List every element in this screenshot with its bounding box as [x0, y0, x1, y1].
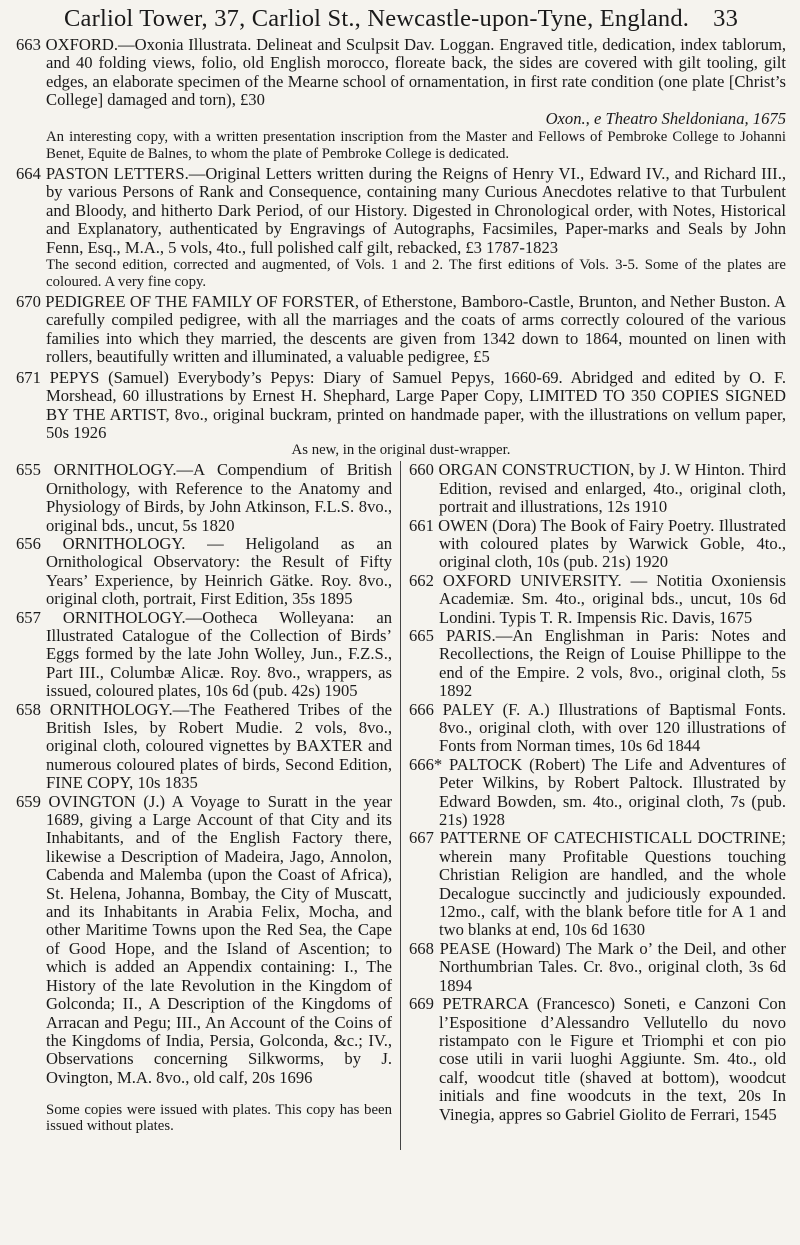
- entry-text: ORNITHOLOGY.—Ootheca Wolleyana: an Illustrated Catalogue of the Collection of Birds’ Eggs formed by the late John Wolley, Jun., F.Z.S., Part III., Columbæ Alicæ. Roy. 8vo., wrappers, as issued, coloured plates, 10s 6d (pub. 42s) 1905: [46, 607, 392, 701]
- lot-number: 666*: [409, 754, 443, 774]
- page-header: [16, 4, 786, 34]
- catalogue-entry-671: [16, 369, 786, 460]
- entry-text: OWEN (Dora) The Book of Fairy Poetry. Illustrated with coloured plates by Warwick Goble, 4to., original cloth, 10s (pub. 21s) 1920: [438, 515, 786, 572]
- catalogue-entry-669: [409, 995, 786, 1124]
- entry-text: PEPYS (Samuel) Everybody’s Pepys: Diary of Samuel Pepys, 1660-69. Abridged and edited by O. F. Morshead, 60 illustrations by Ernest H. Shephard, Large Paper Copy, LIMITED TO 350 COPIES SIGNED BY THE ARTIST, 8vo., original buckram, printed on handmade paper, with the illustrations on vellum paper, 50s 1926: [46, 367, 786, 442]
- lot-number: 666: [409, 699, 434, 719]
- lot-number: 656: [16, 533, 41, 553]
- catalogue-entry-666-star: [409, 756, 786, 830]
- catalogue-entry-656: [16, 535, 392, 609]
- catalogue-entry-666: [409, 701, 786, 756]
- catalogue-entry-658: [16, 701, 392, 793]
- catalogue-entry-667: [409, 829, 786, 939]
- catalogue-entry-659: [16, 793, 392, 1088]
- lot-number: 655: [16, 460, 41, 480]
- right-column: [401, 461, 786, 1149]
- catalogue-entry-657: [16, 609, 392, 701]
- page-number: 33: [713, 5, 739, 32]
- entry-text: OXFORD.—Oxonia Illustrata. Delineat and Sculpsit Dav. Loggan. Engraved title, dedication, index tablorum, and 40 folding views, folio, old English morocco, floreate back, the sides are covered with gilt tooling, gilt edges, an elaborate specimen of the Mearne school of ornamentation, in first rate condition (one plate [Christ’s College] damaged and torn), £30: [45, 35, 786, 110]
- catalogue-entry-662: [409, 572, 786, 627]
- entry-text: ORNITHOLOGY.—The Feathered Tribes of the British Isles, by Robert Mudie. 2 vols, 8vo., original cloth, coloured vignettes by BAXTER and numerous coloured plates of birds, Second Edition, FINE COPY, 10s 1835: [46, 699, 392, 793]
- header-address: Carliol Tower, 37, Carliol St., Newcastle-upon-Tyne, England.: [63, 5, 690, 32]
- catalogue-entry-663: [16, 36, 786, 163]
- lot-number: 661: [409, 515, 434, 535]
- lot-number: 668: [409, 938, 434, 958]
- entry-text: PATTERNE OF CATECHISTICALL DOCTRINE; wherein many Profitable Questions touching Christian Religion are handled, and the whole Decalogue succinctly and judiciously expounded. 12mo., calf, with the blank before title for A 1 and two blanks at end, 10s 6d 1630: [439, 828, 786, 940]
- entry-note: The second edition, corrected and augmented, of Vols. 1 and 2. The first editions of Vols. 3-5. Some of the plates are coloured. A very fine copy.: [46, 257, 786, 291]
- entry-text: PASTON LETTERS.—Original Letters written during the Reigns of Henry VI., Edward IV., and Richard III., by various Persons of Rank and Consequence, containing many Curious Anecdotes relative to that Turbulent and Bloody, and hitherto Dark Period, of our History. Digested in Chronological order, with Notes, Historical and Explanatory, authenticated by Engravings of Autographs, Facsimiles, Paper-marks and Seals by John Fenn, Esq., M.A., 5 vols, 4to., full polished calf gilt, rebacked, £3 1787-1823: [45, 164, 786, 257]
- lot-number: 664: [16, 164, 41, 184]
- entry-note: As new, in the original dust-wrapper.: [291, 442, 511, 459]
- entry-text: PEASE (Howard) The Mark o’ the Deil, and other Northumbrian Tales. Cr. 8vo., original cloth, 3s 6d 1894: [439, 938, 786, 995]
- lot-number: 665: [409, 625, 434, 645]
- catalogue-entry-664: [16, 165, 786, 291]
- lot-number: 667: [409, 828, 434, 848]
- catalogue-entry-665: [409, 627, 786, 701]
- lot-number: 671: [16, 367, 41, 387]
- entry-text: OVINGTON (J.) A Voyage to Suratt in the year 1689, giving a Large Account of that City and its Inhabitants, and of the English Factory there, likewise a Description of Madeira, Jago, Annolon, Cabenda and Malemba (upon the Coast of Africa), St. Helena, Johanna, Bombay, the City of Muscatt, and its Inhabitants in Arabia Felix, Mocha, and other Maritime Towns upon the Red Sea, the Cape of Good Hope, and the Island of Ascention; to which is added an Appendix containing: I., The History of the late Revolution in the Kingdom of Golconda; II., A Description of the Kingdoms of Arracan and Pegu; III., An Account of the Coins of the Kingdoms of India, Persia, Golconda, &c.; IV., Observations concerning Silkworms, by J. Ovington, M.A. 8vo., old calf, 20s 1696: [46, 791, 392, 1087]
- lot-number: 659: [16, 791, 41, 811]
- lot-number: 658: [16, 699, 41, 719]
- catalogue-entry-661: [409, 517, 786, 572]
- catalogue-entry-655: [16, 461, 392, 535]
- entry-text: PETRARCA (Francesco) Soneti, e Canzoni Con l’Espositione d’Alessandro Vellutello du novo ristampato con le Figure et Triomphi et con pio cose utili in varii luoghi Aggiunte. Sm. 4to., old calf, woodcut title (shaved at bottom), woodcut initials and fine woodcuts in the text, 20s In Vinegia, appres so Gabriel Giolito de Ferrari, 1545: [439, 994, 786, 1124]
- lot-number: 669: [409, 994, 434, 1014]
- lot-number: 663: [16, 35, 41, 54]
- entry-text: PALTOCK (Robert) The Life and Adventures of Peter Wilkins, by Robert Paltock. Illustrated by Edward Bowden, sm. 4to., original cloth, 7s (pub. 21s) 1928: [439, 754, 786, 830]
- entry-text: ORNITHOLOGY. — Heligoland as an Ornithological Observatory: the Result of Fifty Years’ Experience, by Heinrich Gätke. Roy. 8vo., original cloth, portrait, First Edition, 35s 1895: [46, 533, 392, 609]
- entry-note: Some copies were issued with plates. This copy has been issued without plates.: [46, 1101, 392, 1135]
- lot-number: 662: [409, 570, 434, 590]
- entry-text: OXFORD UNIVERSITY. — Notitia Oxoniensis Academiæ. Sm. 4to., original bds., uncut, 10s 6d Londini. Typis T. R. Impensis Ric. Davis, 1675: [439, 570, 786, 627]
- lot-number: 670: [16, 292, 41, 312]
- catalogue-entry-670: [16, 293, 786, 367]
- entry-text: PEDIGREE OF THE FAMILY OF FORSTER, of Etherstone, Bamboro-Castle, Brunton, and Nether Buston. A carefully compiled pedigree, with all the marriages and the coats of arms correctly coloured of the various families into which they married, the descents are given from 1342 down to 1864, mounted on linen with rollers, beautifully written and illuminated, a valuable pedigree, £5: [45, 292, 786, 367]
- lot-number: 657: [16, 607, 41, 627]
- lot-number: 660: [409, 460, 434, 480]
- entry-text: ORGAN CONSTRUCTION, by J. W Hinton. Third Edition, revised and enlarged, 4to., original cloth, portrait and illustrations, 12s 1910: [438, 460, 787, 517]
- entry-imprint: Oxon., e Theatro Sheldoniana, 1675: [545, 108, 786, 128]
- catalogue-entry-668: [409, 940, 786, 995]
- entry-text: PALEY (F. A.) Illustrations of Baptismal Fonts. 8vo., original cloth, with over 120 illustrations of Fonts from Norman times, 10s 6d 1844: [439, 699, 786, 756]
- catalogue-entry-660: [409, 461, 786, 516]
- two-column-listing: [16, 461, 786, 1149]
- left-column: [16, 461, 401, 1149]
- entry-note: An interesting copy, with a written presentation inscription from the Master and Fellows of Pembroke College to Johanni Benet, Equite de Balnes, to whom the plate of Pembroke College is dedicated.: [46, 129, 786, 163]
- entry-text: ORNITHOLOGY.—A Compendium of British Ornithology, with Reference to the Anatomy and Physiology of Birds, by John Atkinson, F.L.S. 8vo., original bds., uncut, 5s 1820: [46, 460, 392, 535]
- entry-text: PARIS.—An Englishman in Paris: Notes and Recollections, the Reign of Louise Phillippe to the end of the Empire. 2 vols, 8vo., original cloth, 5s 1892: [439, 625, 786, 701]
